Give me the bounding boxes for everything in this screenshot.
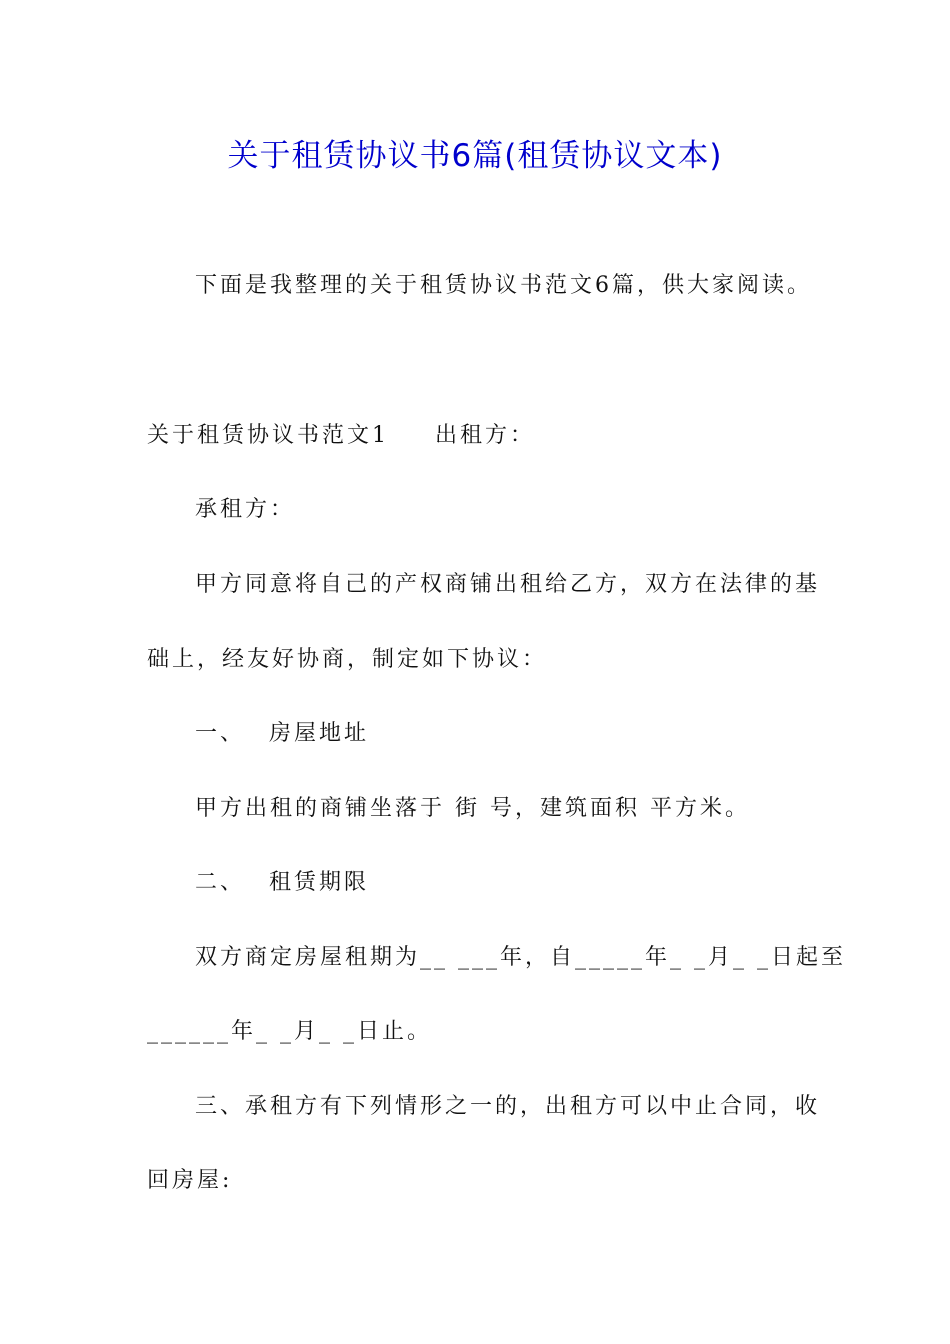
intro-paragraph: 下面是我整理的关于租赁协议书范文6篇，供大家阅读。 [195, 273, 812, 298]
clause-heading-1 [195, 719, 369, 749]
paragraph-line: 甲方同意将自己的产权商铺出租给乙方，双方在法律的基 [195, 572, 821, 597]
paragraph-line: 础上，经友好协商，制定如下协议： [147, 647, 548, 672]
clause-title: 房屋地址 [269, 721, 370, 746]
clause-body-2-line1: 双方商定房屋租期为__ ___年，自_____年_ _月_ _日起至 [195, 945, 846, 970]
section-heading: 关于租赁协议书范文1 [147, 423, 389, 448]
clause-number: 一、 [195, 721, 246, 746]
clause-body-1: 甲方出租的商铺坐落于 街 号，建筑面积 平方米。 [195, 796, 750, 821]
lessor-label: 出租方： [435, 423, 536, 448]
clause-3-line2: 回房屋: [147, 1168, 233, 1193]
clause-number: 二、 [195, 870, 246, 895]
clause-title: 租赁期限 [269, 870, 370, 895]
lessee-label: 承租方： [195, 497, 296, 522]
clause-body-2-line2: ______年_ _月_ _日止。 [147, 1019, 432, 1044]
document-title: 关于租赁协议书6篇(租赁协议文本) [227, 138, 723, 174]
section-heading-row [147, 421, 535, 451]
clause-heading-2 [195, 868, 369, 898]
clause-3-line1: 三、承租方有下列情形之一的，出租方可以中止合同，收 [195, 1094, 821, 1119]
